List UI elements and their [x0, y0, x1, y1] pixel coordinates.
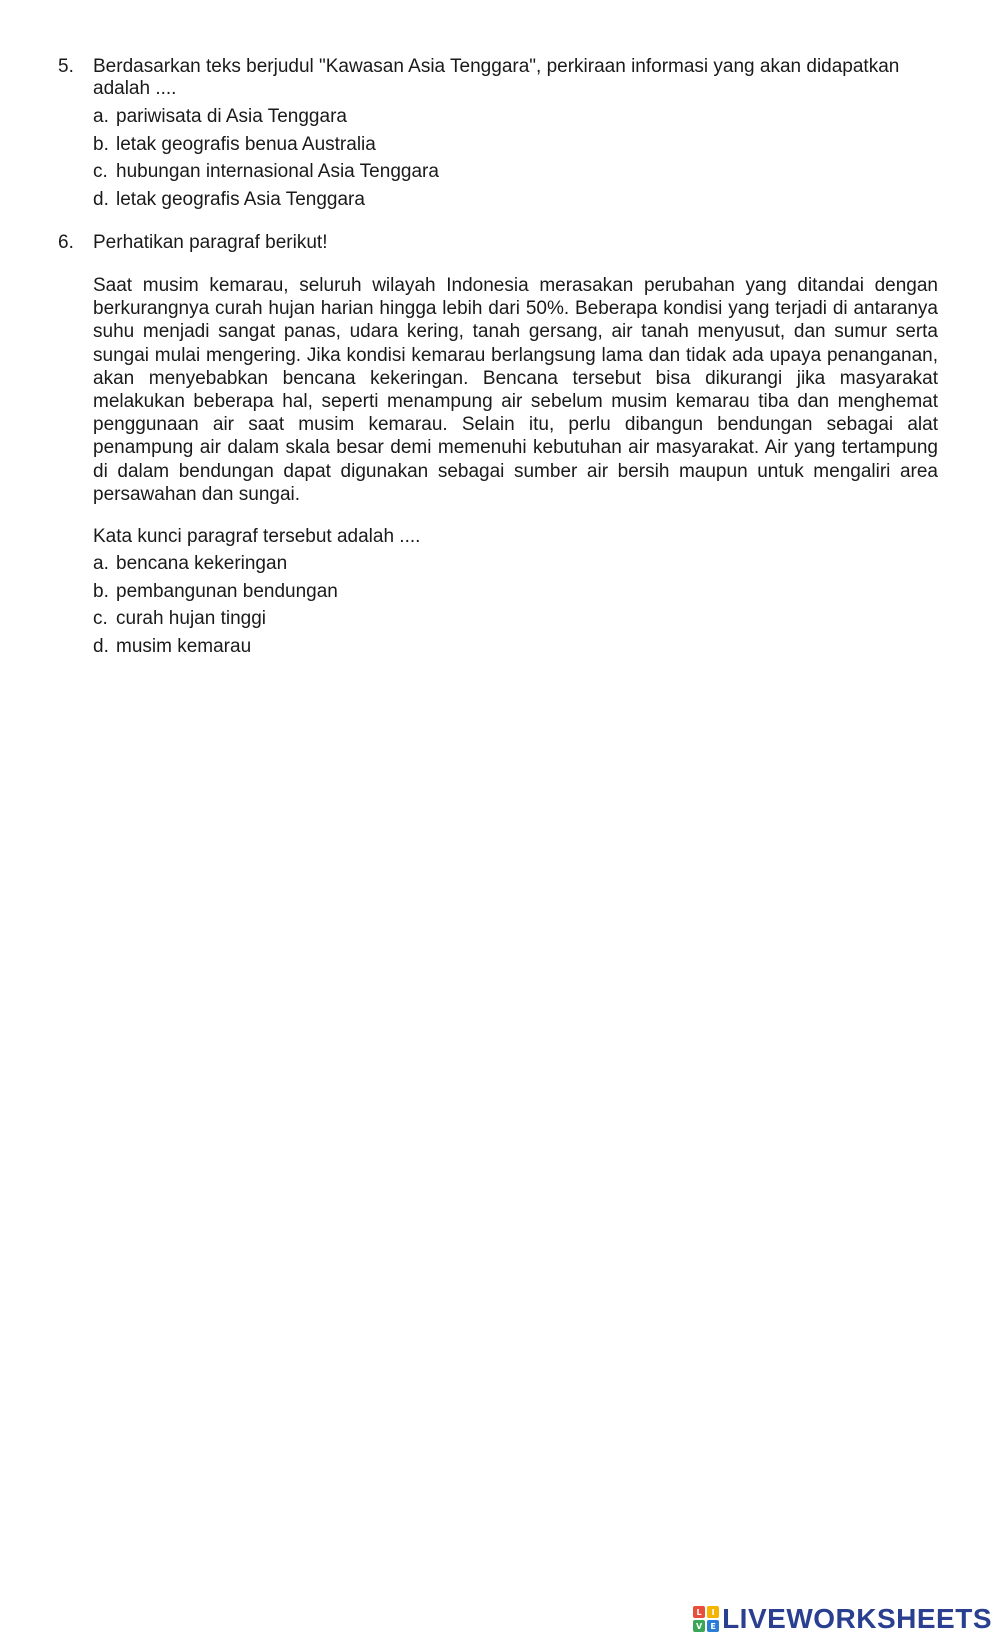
option-text: musim kemarau: [116, 635, 252, 657]
liveworksheets-logo[interactable]: [693, 1604, 992, 1634]
option-d[interactable]: [93, 636, 938, 658]
option-text: letak geografis benua Australia: [116, 133, 376, 155]
logo-tile: E: [707, 1620, 719, 1632]
question-number: 5.: [58, 56, 74, 77]
option-list: [93, 106, 938, 211]
option-letter: c.: [93, 608, 108, 630]
option-letter: d.: [93, 188, 109, 210]
option-letter: c.: [93, 161, 108, 182]
question-text: Perhatikan paragraf berikut!: [93, 232, 328, 253]
option-a[interactable]: [93, 553, 938, 575]
option-letter: d.: [93, 635, 109, 657]
option-text: curah hujan tinggi: [116, 608, 266, 630]
question-prompt: Kata kunci paragraf tersebut adalah ....: [93, 526, 421, 548]
option-d[interactable]: [93, 189, 938, 211]
option-text: pariwisata di Asia Tenggara: [116, 106, 347, 127]
question-text: Berdasarkan teks berjudul "Kawasan Asia Tenggara", perkiraan informasi yang akan didapatkan adalah ....: [93, 56, 900, 99]
option-text: letak geografis Asia Tenggara: [116, 188, 365, 210]
question-5: [58, 56, 938, 216]
option-letter: b.: [93, 133, 109, 155]
option-a[interactable]: [93, 106, 938, 128]
logo-tile: V: [693, 1620, 705, 1632]
option-letter: a.: [93, 106, 109, 127]
option-b[interactable]: [93, 581, 938, 603]
option-text: pembangunan bendungan: [116, 580, 338, 602]
liveworksheets-logo-icon: [693, 1606, 719, 1632]
option-c[interactable]: [93, 608, 938, 630]
question-header: [58, 232, 938, 254]
option-text: hubungan internasional Asia Tenggara: [116, 161, 439, 182]
option-list: [93, 553, 938, 658]
question-6: [58, 232, 938, 663]
question-number: 6.: [58, 232, 74, 253]
option-letter: b.: [93, 580, 109, 602]
option-c[interactable]: [93, 161, 938, 183]
reading-paragraph: Saat musim kemarau, seluruh wilayah Indonesia merasakan perubahan yang ditandai dengan berkurangnya curah hujan harian hingga lebih dari 50%. Beberapa kondisi yang terjadi di antaranya suhu menjadi sangat panas, udara kering, tanah gersang, air tanah menyusut, dan sumur serta sungai mulai mengering. Jika kondisi kemarau berlangsung lama dan tidak ada upaya penanganan, akan menyebabkan bencana kekeringan. Bencana tersebut bisa dikurangi jika masyarakat melakukan beberapa hal, seperti menampung air sebelum musim kemarau tiba dan menghemat penggunaan air saat musim kemarau. Selain itu, perlu dibangun bendungan sebagai alat penampung air dalam skala besar demi memenuhi kebutuhan air masyarakat. Air yang tertampung di dalam bendungan dapat digunakan sebagai sumber air bersih maupun untuk mengaliri area persawahan dan sungai.: [93, 275, 938, 505]
option-text: bencana kekeringan: [116, 553, 288, 575]
logo-tile: L: [693, 1606, 705, 1618]
question-header: [58, 56, 938, 100]
option-letter: a.: [93, 553, 109, 575]
option-b[interactable]: [93, 134, 938, 156]
logo-tile: I: [707, 1606, 719, 1618]
logo-text: LIVEWORKSHEETS: [722, 1603, 992, 1634]
